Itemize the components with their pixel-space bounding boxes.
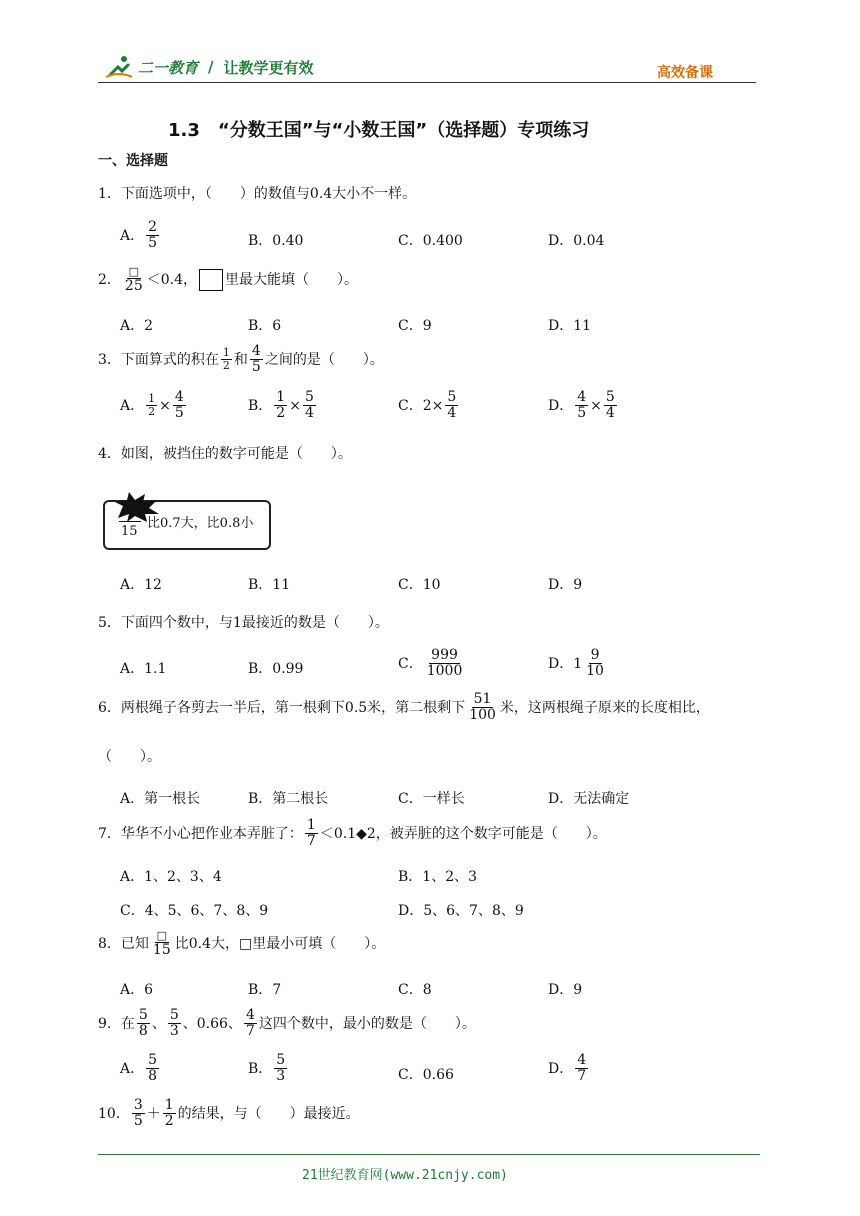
denominator: 8: [148, 1068, 158, 1085]
denominator: 7: [577, 1068, 587, 1085]
question-text: 下面四个数中，与1最接近的数是（ ）。: [120, 615, 389, 631]
fraction: [221, 347, 232, 372]
blank-box: [199, 269, 223, 291]
fraction: [274, 390, 287, 422]
question-4-figure: [103, 500, 271, 550]
fraction: [132, 1098, 145, 1130]
option-label: A．: [120, 397, 145, 414]
question-text: ＜0.1◆2，被弄脏的这个数字可能是（ ）。: [319, 825, 607, 842]
question-text: 两根绳子各剪去一半后，第一根剩下0.5米，第二根剩下: [120, 699, 466, 716]
option-label: D．: [548, 397, 574, 414]
denominator: 8: [138, 1023, 148, 1040]
question-number: 7．: [98, 825, 121, 842]
numerator: 5: [138, 1007, 148, 1023]
denominator: 5: [148, 235, 158, 252]
question-6: [98, 692, 710, 724]
option-a: A．1.1: [120, 661, 167, 677]
option-d: [548, 648, 608, 680]
question-number: 4．: [98, 446, 121, 462]
option-c: C．8: [398, 982, 432, 998]
question-1: [98, 183, 416, 203]
numerator: 1: [306, 817, 316, 833]
question-text: 下面选项中，（ ）的数值与0.4大小不一样。: [120, 186, 417, 202]
option-label: C．2×: [398, 397, 444, 414]
option-a: A．第一根长: [120, 791, 201, 807]
question-number: 6．: [98, 699, 121, 716]
option-a: A．1、2、3、4: [120, 869, 222, 885]
question-text: 之间的是（ ）。: [264, 351, 384, 368]
separator: 、: [151, 1015, 166, 1032]
question-number: 9．: [98, 1015, 121, 1032]
denominator: 15: [152, 942, 171, 959]
option-b: B．0.40: [248, 233, 304, 249]
option-d: D．5、6、7、8、9: [398, 903, 524, 919]
question-8: [98, 930, 385, 958]
times-sign: ×: [590, 397, 602, 414]
fraction: [303, 390, 316, 422]
denominator: 7: [306, 833, 316, 850]
fraction: [445, 390, 458, 422]
figure-text: 比0.7大，比0.8小: [147, 516, 254, 531]
numerator: 5: [148, 1052, 158, 1068]
denominator: 2: [276, 405, 286, 422]
fraction: [137, 1008, 150, 1040]
option-b: B．第二根长: [248, 791, 329, 807]
option-c: C．4、5、6、7、8、9: [120, 903, 269, 919]
denominator: 2: [164, 1113, 174, 1130]
logo-text: 二一教育: [138, 58, 199, 77]
fraction: [575, 390, 588, 422]
option-c: C．0.400: [398, 233, 463, 249]
question-text: 这四个数中，最小的数是（ ）。: [258, 1015, 476, 1032]
option-label: B．: [248, 397, 273, 414]
numerator: 5: [605, 389, 615, 405]
denominator: 5: [251, 359, 261, 376]
question-2: [98, 266, 358, 294]
question-number: 10．: [98, 1105, 130, 1122]
question-text: 、0.66、: [182, 1015, 242, 1032]
fraction: [244, 1008, 257, 1040]
option-a: [120, 390, 188, 422]
numerator: 999: [431, 647, 458, 663]
numerator: 5: [169, 1007, 179, 1023]
question-text: ＜0.4，: [146, 272, 198, 289]
header-slogan: 让教学更有效: [223, 58, 314, 77]
question-text: 比0.4大，□里最小可填（ ）。: [174, 936, 386, 953]
numerator: 1: [164, 1097, 174, 1113]
option-label: A．: [120, 1060, 145, 1077]
numerator: 4: [245, 1007, 255, 1023]
question-5: [98, 612, 389, 632]
plus-sign: ＋: [146, 1105, 161, 1122]
fraction: [146, 393, 157, 418]
question-text: 如图，被挡住的数字可能是（ ）。: [120, 446, 352, 462]
fraction: [274, 1053, 287, 1085]
option-c: [398, 390, 460, 422]
fraction: [250, 344, 263, 376]
denominator: 2: [222, 359, 230, 373]
numerator: 9: [590, 647, 600, 663]
option-label: D．1: [548, 655, 583, 672]
question-text: 米，这两根绳子原来的长度相比，: [499, 699, 710, 716]
option-label: C．: [398, 655, 423, 672]
option-a: [120, 220, 161, 252]
question-number: 5．: [98, 615, 121, 631]
denominator: 7: [245, 1023, 255, 1040]
option-d: D．9: [548, 982, 583, 998]
numerator: 1: [276, 389, 286, 405]
option-d: D．9: [548, 577, 583, 593]
option-d: [548, 390, 619, 422]
numerator: 2: [148, 219, 158, 235]
fraction: [467, 692, 498, 724]
option-label: D．: [548, 1060, 574, 1077]
question-text: 华华不小心把作业本弄脏了：: [120, 825, 303, 842]
option-b: B．6: [248, 318, 282, 334]
question-number: 3．: [98, 351, 121, 368]
denominator: 3: [169, 1023, 179, 1040]
denominator: 10: [586, 663, 604, 680]
times-sign: ×: [289, 397, 301, 414]
option-a: [120, 1053, 161, 1085]
numerator: 4: [577, 1052, 587, 1068]
option-a: A．2: [120, 318, 154, 334]
numerator: 1: [148, 392, 156, 406]
option-label: B．: [248, 1060, 273, 1077]
option-c: [398, 648, 466, 680]
fraction-bar: [119, 521, 141, 522]
option-c: C．0.66: [398, 1067, 454, 1083]
question-text: 和: [233, 351, 248, 368]
fraction: [163, 1098, 176, 1130]
denominator: 3: [276, 1068, 286, 1085]
page-title: 1.3 “分数王国”与“小数王国”（选择题）专项练习: [168, 120, 590, 141]
option-d: D．无法确定: [548, 791, 630, 807]
question-text: 在: [120, 1015, 135, 1032]
denominator: 25: [124, 278, 143, 295]
fraction: [584, 648, 606, 680]
question-number: 2．: [98, 272, 121, 289]
question-6-continued: （ ）。: [98, 749, 161, 765]
numerator: □: [156, 929, 168, 942]
question-3: [98, 344, 384, 376]
numerator: 4: [577, 389, 587, 405]
question-text: 下面算式的积在: [120, 351, 219, 368]
numerator: 4: [174, 389, 184, 405]
option-b: B．1、2、3: [398, 869, 478, 885]
header-right: 高效备课: [657, 65, 713, 81]
numerator: □: [128, 265, 140, 278]
numerator: 4: [251, 343, 261, 359]
fraction: [305, 818, 318, 850]
figure-denominator: 15: [121, 524, 138, 539]
question-9: [98, 1008, 476, 1040]
question-text: 已知: [120, 936, 149, 953]
numerator: 5: [447, 389, 457, 405]
option-label: A．: [120, 227, 145, 244]
fraction: [168, 1008, 181, 1040]
denominator: 5: [174, 405, 184, 422]
denominator: 4: [447, 405, 457, 422]
option-a: A．6: [120, 982, 154, 998]
option-d: D．11: [548, 318, 592, 334]
numerator: 5: [276, 1052, 286, 1068]
option-d: [548, 1053, 590, 1085]
option-a: A．12: [120, 577, 162, 593]
question-7: [98, 818, 607, 850]
question-number: 8．: [98, 936, 121, 953]
numerator: 5: [304, 389, 314, 405]
question-text: 里最大能填（ ）。: [225, 272, 359, 289]
fraction: [425, 648, 465, 680]
fraction: [173, 390, 186, 422]
times-sign: ×: [159, 397, 171, 414]
option-c: C．10: [398, 577, 441, 593]
option-c: C．一样长: [398, 791, 465, 807]
section-heading: 一、选择题: [98, 153, 168, 169]
fraction: [575, 1053, 588, 1085]
logo: [104, 55, 314, 79]
denominator: 100: [469, 707, 496, 724]
fraction: [146, 220, 159, 252]
option-b: B．0.99: [248, 661, 304, 677]
denominator: 4: [304, 405, 314, 422]
denominator: 1000: [426, 663, 463, 680]
option-c: C．9: [398, 318, 432, 334]
question-4: [98, 443, 352, 463]
fraction: [151, 930, 173, 958]
footer-text: 21世纪教育网(www.21cnjy.com): [302, 1168, 508, 1183]
header-separator: /: [208, 58, 214, 76]
numerator: 3: [133, 1097, 143, 1113]
question-10: [98, 1098, 360, 1130]
option-d: D．0.04: [548, 233, 605, 249]
option-b: [248, 390, 318, 422]
numerator: 1: [222, 346, 230, 360]
denominator: 5: [133, 1113, 143, 1130]
option-b: B．11: [248, 577, 291, 593]
header-divider: [98, 82, 756, 83]
question-text: 的结果，与（ ）最接近。: [177, 1105, 360, 1122]
numerator: 51: [473, 691, 492, 707]
question-number: 1．: [98, 186, 121, 202]
fraction: [123, 266, 145, 294]
fraction: [604, 390, 617, 422]
footer-divider: [98, 1154, 760, 1155]
denominator: 4: [605, 405, 615, 422]
runner-logo-icon: [104, 55, 134, 79]
denominator: 2: [148, 405, 156, 419]
denominator: 5: [577, 405, 587, 422]
option-b: [248, 1053, 289, 1085]
option-b: B．7: [248, 982, 282, 998]
fraction: [146, 1053, 159, 1085]
